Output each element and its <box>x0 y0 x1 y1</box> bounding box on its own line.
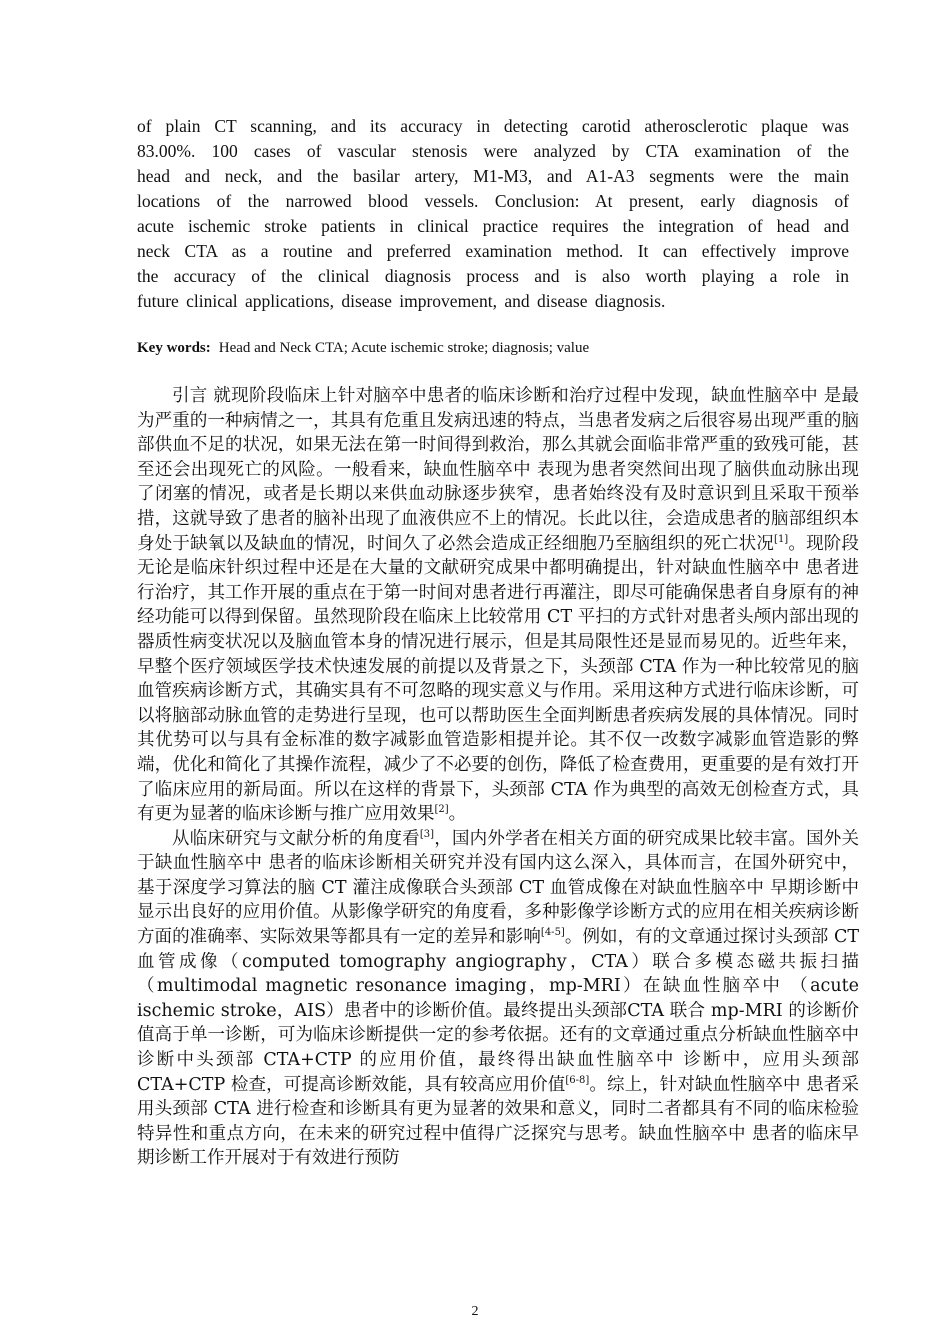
citation-ref: [6-8] <box>565 1074 590 1086</box>
abstract-line: neck CTA as a routine and preferred examination method. It can effectively improve <box>137 241 849 261</box>
paragraph-text: ，国内外学者在相关方面的研究成果比较丰富。国外关于缺血性脑卒中 患者的临床诊断相关研究并没有国内这么深入，具体而言，在国外研究中，基于深度学习算法的脑 CT 灌注成像联合头颈部 CT 血管成像在对缺血性脑卒中 早期诊断中显示出良好的应用价值。从影像学研究的角度看，多种影像学诊断方式的应用在相关疾病诊断方面的准确率、实际效果等都具有一定的差异和影响 <box>137 828 860 948</box>
abstract-line: locations of the narrowed blood vessels. Conclusion: At present, early diagnosis of <box>137 191 849 211</box>
paragraph-text: 。综上，针对缺血性脑卒中 患者采用头颈部 CTA 进行检查和诊断具有更为显著的效果和意义，同时二者都具有不同的临床检验特异性和重点方向，在未来的研究过程中值得广泛探究与思考。缺血性脑卒中 患者的临床早期诊断工作开展对于有效进行预防 <box>137 1074 859 1169</box>
citation-ref: [1] <box>774 533 789 545</box>
abstract-line: acute ischemic stroke patients in clinical practice requires the integration of head and <box>137 216 849 236</box>
abstract-line: 83.00%. 100 cases of vascular stenosis were analyzed by CTA examination of the <box>137 141 849 161</box>
abstract-line: future clinical applications, disease improvement, and disease diagnosis. <box>137 291 666 311</box>
paragraph-text: 引言 就现阶段临床上针对脑卒中患者的临床诊断和治疗过程中发现，缺血性脑卒中 是最为严重的一种病情之一，其具有危重且发病迅速的特点，当患者发病之后很容易出现严重的脑部供血不足的状况，如果无法在第一时间得到救治，那么其就会面临非常严重的致残可能，甚至还会出现死亡的风险。一般看来，缺血性脑卒中 表现为患者突然间出现了脑供血动脉出现了闭塞的情况，或者是长期以来供血动脉逐步狭窄，患者始终没有及时意识到且采取干预举措，这就导致了患者的脑补出现了血液供应不上的情况。长此以往，会造成患者的脑部组织本身处于缺氧以及缺血的情况，时间久了必然会造成正经细胞乃至脑组织的死亡状况 <box>137 386 859 554</box>
paragraph-text: 从临床研究与文献分析的角度看 <box>172 828 420 849</box>
paragraph-text: 。 <box>448 804 467 825</box>
abstract-line: the accuracy of the clinical diagnosis process and is also worth playing a role in <box>137 266 849 286</box>
body-text <box>137 384 859 1171</box>
abstract-line: head and neck, and the basilar artery, M1-M3, and A1-A3 segments were the main <box>137 166 849 186</box>
paragraph-text: 。现阶段无论是临床针织过程中还是在大量的文献研究成果中都明确提出，针对缺血性脑卒中 患者进行治疗，其工作开展的重点在于第一时间对患者进行再灌注，即尽可能确保患者自身原有的神经功能可以得到保留。虽然现阶段在临床上比较常用 CT 平扫的方式针对患者头颅内部出现的器质性病变状况以及脑血管本身的情况进行展示，但是其局限性还是显而易见的。近些年来，早整个医疗领域医学技术快速发展的前提以及背景之下，头颈部 CTA 作为一种比较常见的脑血管疾病诊断方式，其确实具有不可忽略的现实意义与作用。采用这种方式进行临床诊断，可以将脑部动脉血管的走势进行呈现，也可以帮助医生全面判断患者疾病发展的具体情况。同时其优势可以与具有金标准的数字减影血管造影相提并论。其不仅一改数字减影血管造影的弊端，优化和简化了其操作流程，减少了不必要的创伤，降低了检查费用，更重要的是有效打开了临床应用的新局面。所以在这样的背景下，头颈部 CTA 作为典型的高效无创检查方式，具有更为显著的临床诊断与推广应用效果 <box>137 533 860 825</box>
citation-ref: [3] <box>419 828 435 840</box>
paragraph-text: 。例如，有的文章通过探讨头颈部 CT 血管成像（computed tomography angiography，CTA）联合多模态磁共振扫描（multimodal magnetic resonance imaging，mp-MRI）在缺血性脑卒中 （acute ischemic stroke，AIS）患者中的诊断价值。最终提出头颈部CTA 联合 mp-MRI 的诊断价值高于单一诊断，可为临床诊断提供一定的参考依据。还有的文章通过重点分析缺血性脑卒中 诊断中头颈部 CTA+CTP 的应用价值，最终得出缺血性脑卒中 诊断中，应用头颈部 CTA+CTP 检查，可提高诊断效能，具有较高应用价值 <box>137 927 860 1095</box>
abstract-continuation <box>137 114 849 314</box>
paragraph-literature-review <box>137 827 859 1171</box>
page-number: 2 <box>471 1304 479 1319</box>
keywords-label: Key words: <box>137 340 211 356</box>
keywords-line <box>137 338 589 358</box>
abstract-line: of plain CT scanning, and its accuracy in detecting carotid atherosclerotic plaque was <box>137 116 849 136</box>
citation-ref: [2] <box>434 804 449 816</box>
keywords-text: Head and Neck CTA; Acute ischemic stroke; diagnosis; value <box>218 340 590 356</box>
citation-ref: [4-5] <box>540 927 565 939</box>
paragraph-introduction <box>137 384 859 827</box>
